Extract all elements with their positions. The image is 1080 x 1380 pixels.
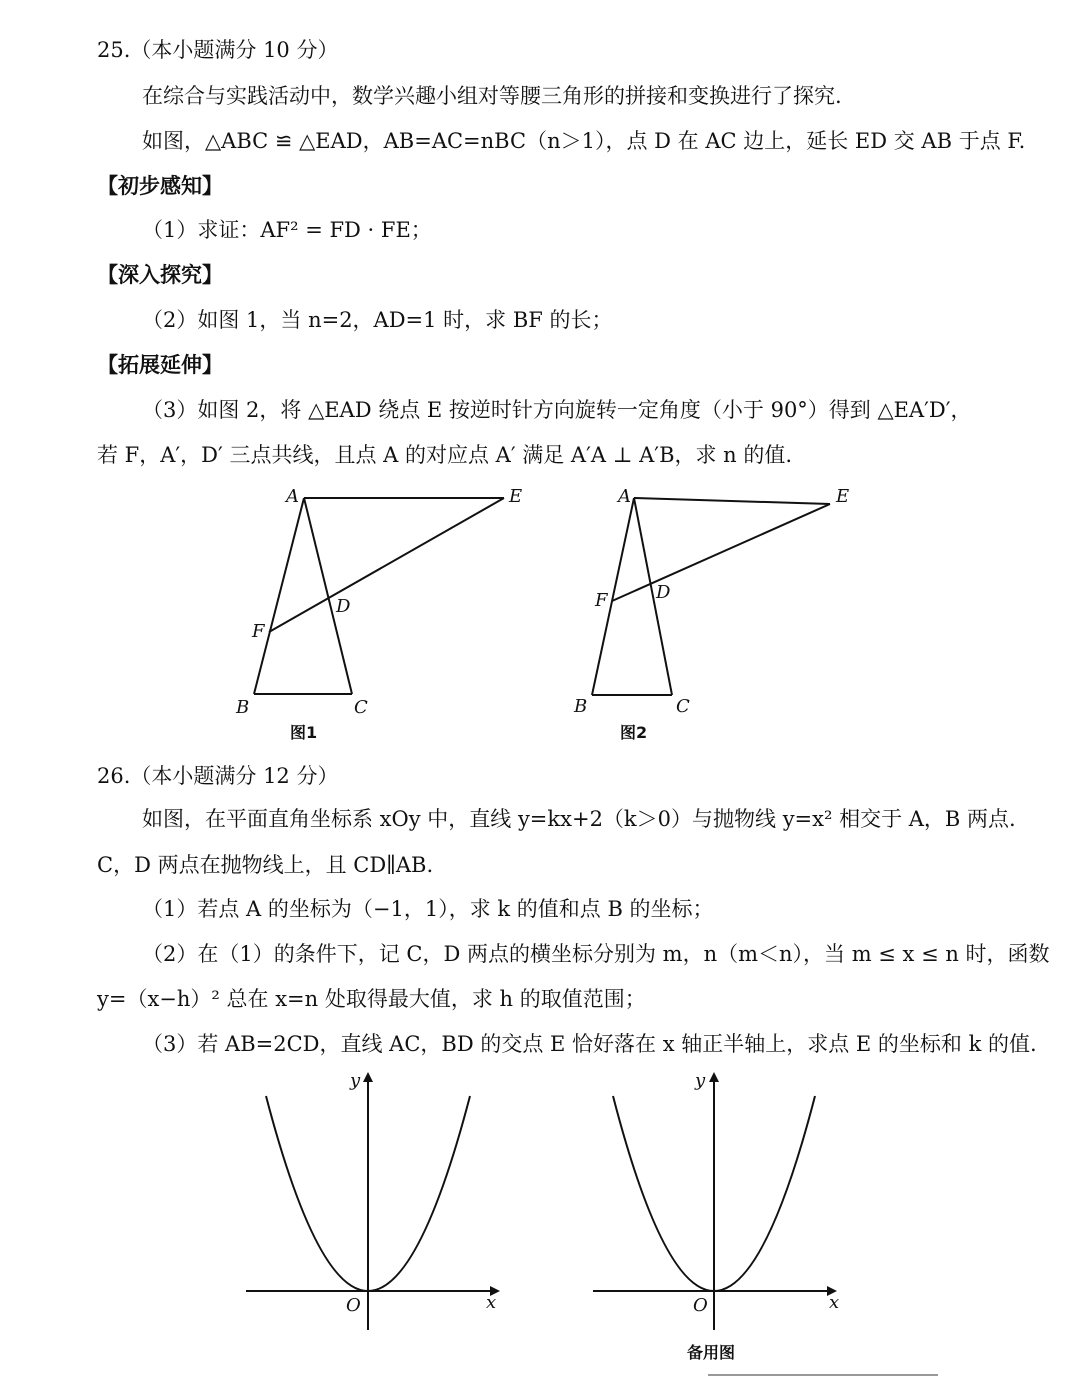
q26-header: 26.（本小题满分 12 分） — [97, 764, 339, 788]
segment-ae — [634, 498, 830, 504]
q25-header: 25.（本小题满分 10 分） — [97, 38, 339, 62]
q26-part2-line1: （2）在（1）的条件下，记 C，D 两点的横坐标分别为 m，n（m＜n），当 m ≤ x ≤ n 时，函数 — [142, 942, 1050, 966]
q25-part1: （1）求证：AF² = FD · FE； — [142, 218, 432, 242]
label-e: E — [509, 486, 523, 507]
label-b: B — [236, 697, 250, 718]
figure-1-caption: 图1 — [290, 723, 318, 742]
q25-part3-line2: 若 F，A′，D′ 三点共线，且点 A 的对应点 A′ 满足 A′A ⊥ A′B，求 n 的值. — [97, 443, 793, 467]
q25-given: 如图，△ABC ≌ △EAD，AB=AC=nBC（n＞1），点 D 在 AC 边上，延长 ED 交 AB 于点 F. — [142, 129, 1026, 153]
label-c: C — [676, 696, 690, 717]
q26-parabola-graph-2 — [587, 1068, 857, 1368]
q25-figure-1 — [230, 484, 550, 744]
page-bottom-edge-mark — [708, 1374, 938, 1378]
q26-part3: （3）若 AB=2CD，直线 AC，BD 的交点 E 恰好落在 x 轴正半轴上，求点 E 的坐标和 k 的值. — [142, 1032, 1037, 1056]
figure-2-caption: 图2 — [620, 723, 648, 742]
label-b: B — [574, 696, 588, 717]
q25-section-deeper: 【深入探究】 — [97, 263, 223, 287]
q26-parabola-graph-1 — [240, 1068, 510, 1338]
q26-given-line1: 如图，在平面直角坐标系 xOy 中，直线 y=kx+2（k＞0）与抛物线 y=x² 相交于 A，B 两点. — [142, 807, 1016, 831]
q25-section-extend: 【拓展延伸】 — [97, 353, 223, 377]
label-a: A — [618, 486, 631, 507]
q25-section-initial: 【初步感知】 — [97, 174, 223, 198]
label-a: A — [286, 486, 299, 507]
label-c: C — [354, 697, 368, 718]
spare-graph-caption: 备用图 — [687, 1343, 736, 1362]
y-axis-arrow-icon — [363, 1072, 373, 1082]
origin-label: O — [693, 1295, 708, 1316]
label-d: D — [656, 582, 671, 603]
q25-intro: 在综合与实践活动中，数学兴趣小组对等腰三角形的拼接和变换进行了探究. — [142, 84, 842, 108]
y-axis-label: y — [695, 1070, 706, 1091]
q26-given-line2: C，D 两点在抛物线上，且 CD∥AB. — [97, 853, 434, 877]
q26-part1: （1）若点 A 的坐标为（−1，1），求 k 的值和点 B 的坐标； — [142, 897, 714, 921]
origin-label: O — [346, 1295, 361, 1316]
label-f: F — [595, 590, 608, 611]
x-axis-label: x — [486, 1292, 497, 1313]
label-d: D — [336, 596, 351, 617]
q25-part2: （2）如图 1，当 n=2，AD=1 时，求 BF 的长； — [142, 308, 613, 332]
q25-figure-2 — [570, 484, 890, 744]
segment-ef — [269, 498, 504, 632]
q26-part2-line2: y=（x−h）² 总在 x=n 处取得最大值，求 h 的取值范围； — [97, 987, 646, 1011]
q25-part3-line1: （3）如图 2，将 △EAD 绕点 E 按逆时针方向旋转一定角度（小于 90°）得到 △EA′D′， — [142, 398, 972, 422]
label-e: E — [836, 486, 850, 507]
x-axis-label: x — [829, 1292, 840, 1313]
y-axis-label: y — [350, 1070, 361, 1091]
segment-ab — [254, 498, 304, 694]
y-axis-arrow-icon — [709, 1072, 719, 1082]
label-f: F — [252, 621, 265, 642]
